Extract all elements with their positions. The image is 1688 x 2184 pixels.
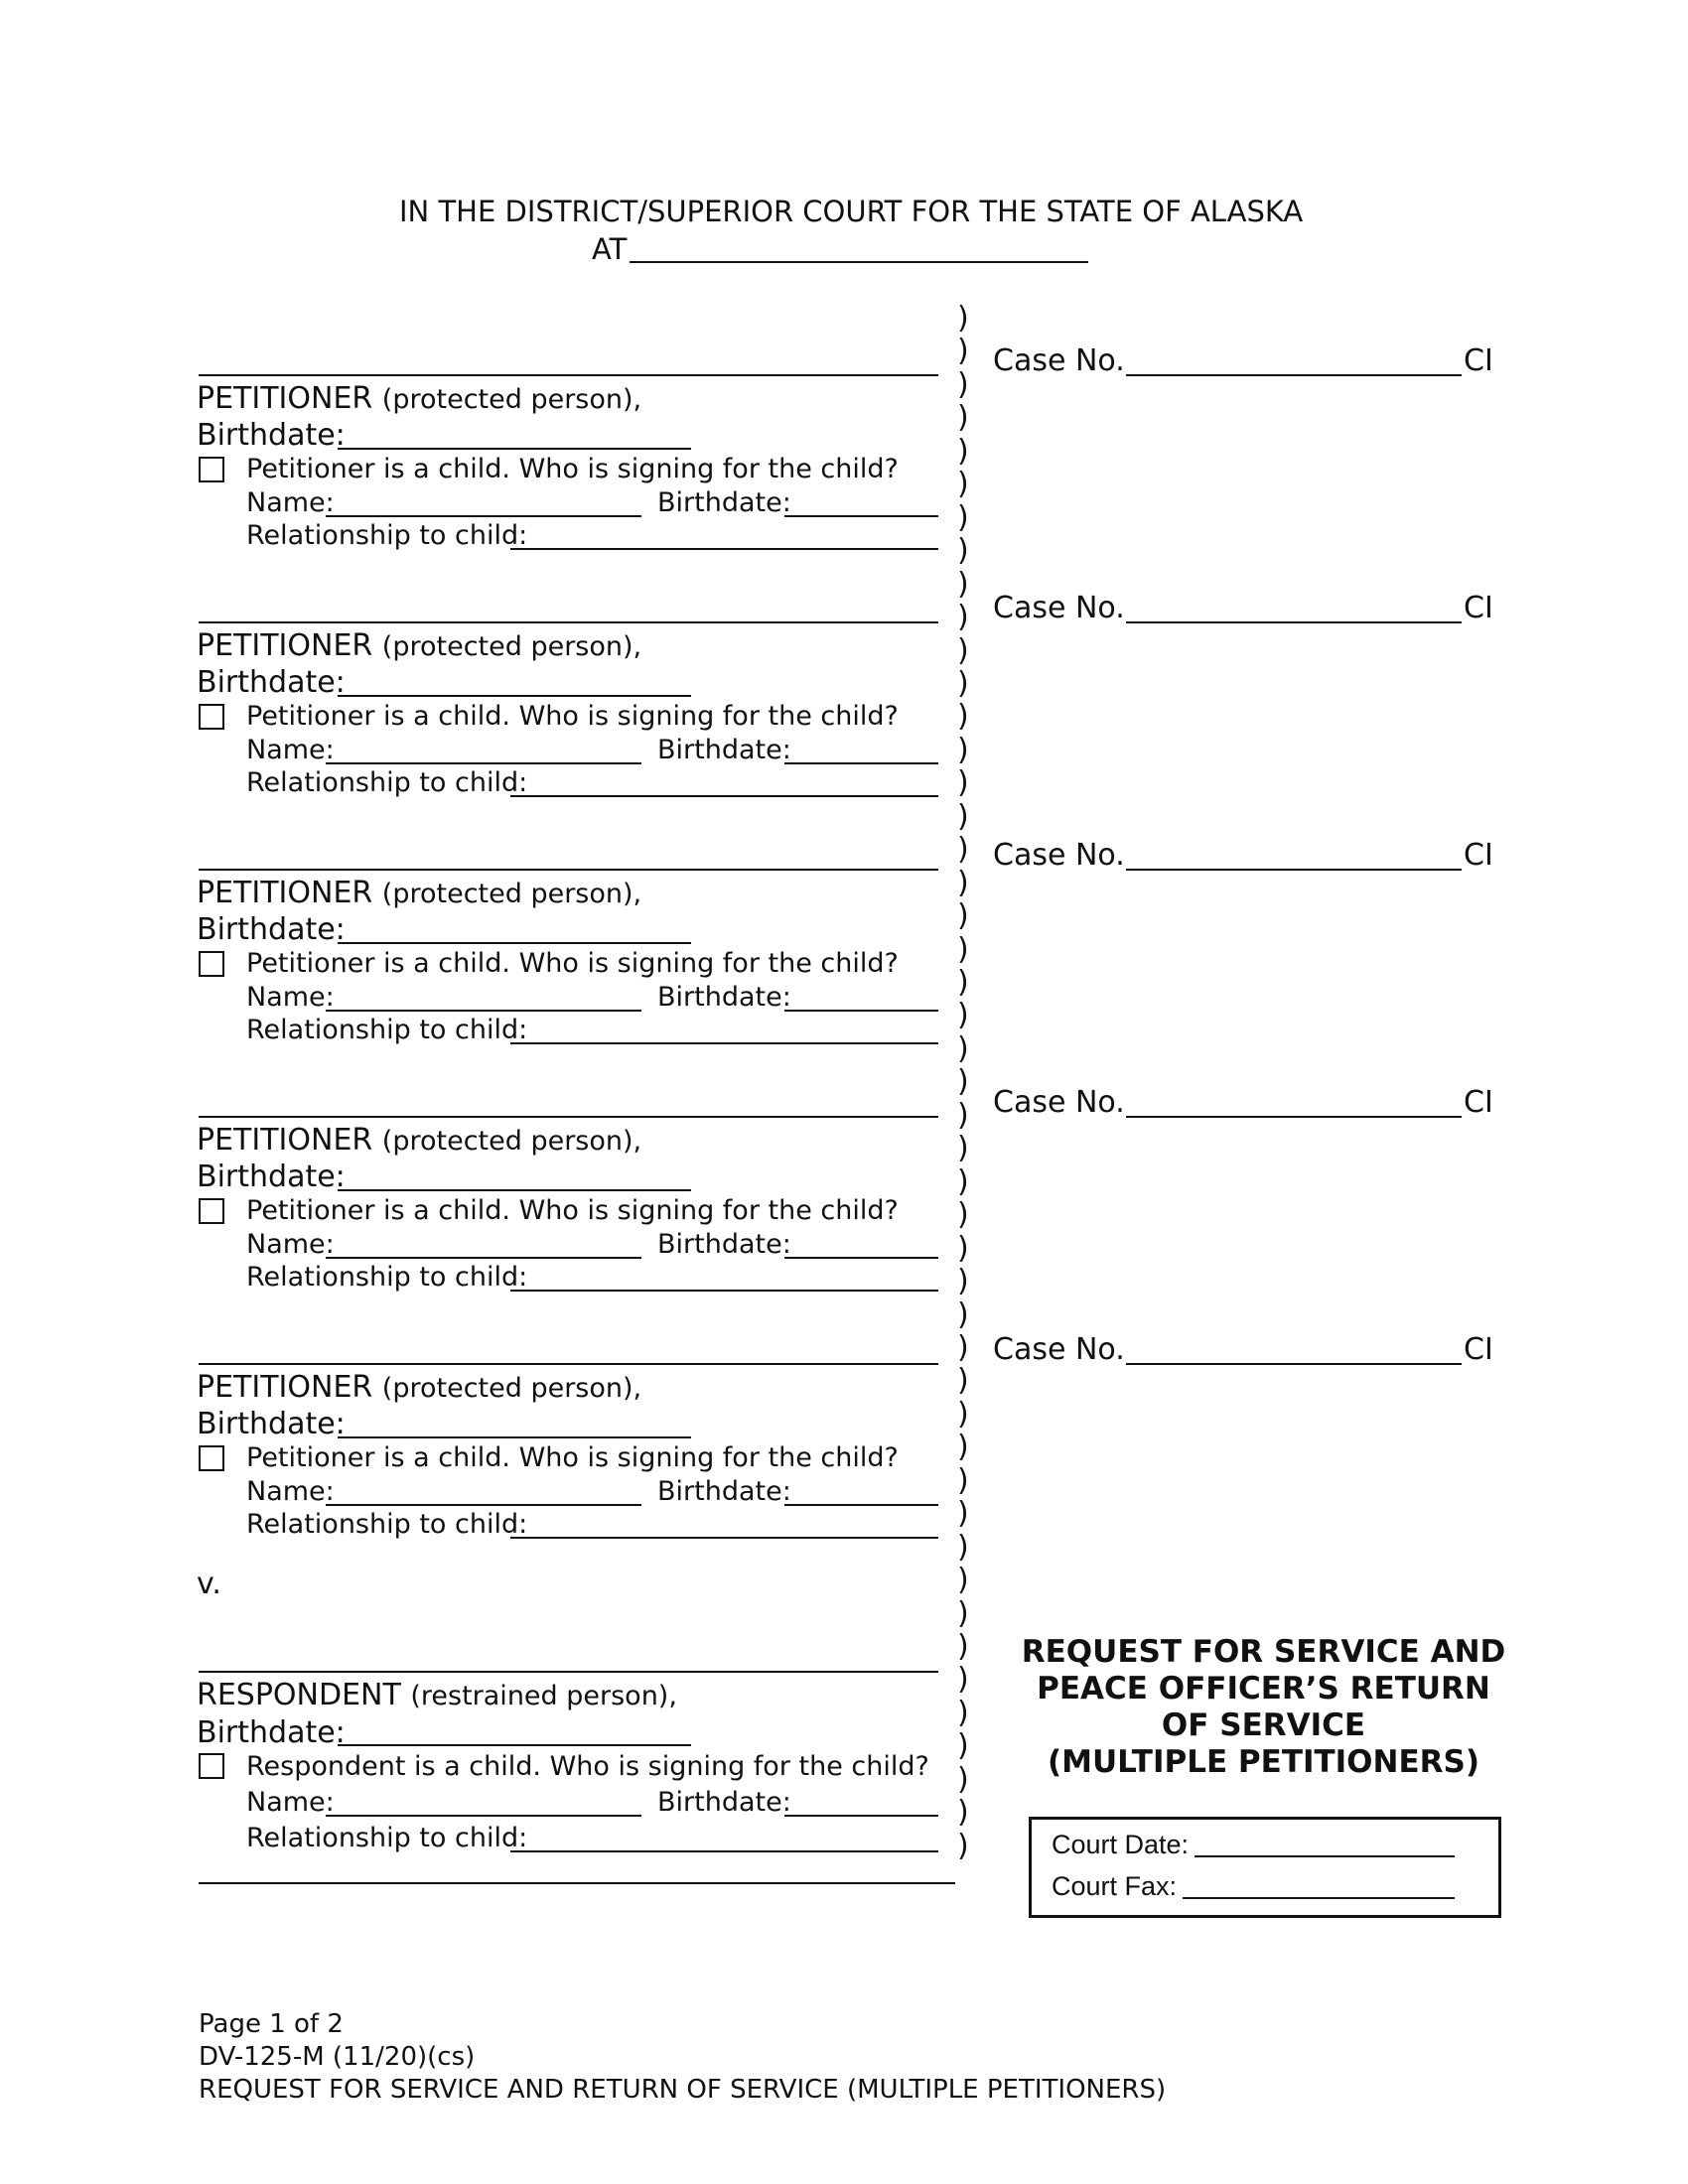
case-number-label: Case No. [993, 591, 1125, 625]
caption-paren: ) [957, 1629, 969, 1664]
petitioner-name-field[interactable] [199, 869, 938, 871]
petitioner-is-child-checkbox[interactable] [199, 951, 224, 977]
petitioner-child-question: Petitioner is a child. Who is signing for the child? [246, 948, 899, 979]
court-date-field[interactable] [1195, 1855, 1455, 1857]
case-number-suffix: CI [1464, 1085, 1493, 1120]
caption-paren: ) [957, 1795, 969, 1831]
case-number-field[interactable] [1126, 1363, 1462, 1365]
caption-paren: ) [957, 1064, 969, 1100]
caption-paren: ) [957, 1097, 969, 1133]
petitioner-role [197, 876, 641, 910]
petitioner-child-birthdate-label: Birthdate: [657, 487, 791, 518]
petitioner-role-label: PETITIONER [197, 876, 373, 910]
case-number-field[interactable] [1126, 869, 1462, 871]
caption-paren: ) [957, 699, 969, 735]
caption-paren: ) [957, 1197, 969, 1233]
respondent-signer-name-field[interactable] [326, 1815, 641, 1817]
document-title-line-2: PEACE OFFICER’S RETURN [1037, 1671, 1490, 1706]
document-title [1003, 1634, 1524, 1781]
respondent-signer-name-label: Name: [246, 1787, 335, 1818]
respondent-relationship-field[interactable] [510, 1850, 938, 1852]
footer-form-title: REQUEST FOR SERVICE AND RETURN OF SERVICE (MULTIPLE PETITIONERS) [199, 2075, 1167, 2105]
caption-paren: ) [957, 600, 969, 635]
petitioner-name-field[interactable] [199, 621, 938, 623]
respondent-role-label: RESPONDENT [197, 1678, 401, 1712]
petitioner-role-note: (protected person), [381, 879, 642, 909]
petitioner-child-question: Petitioner is a child. Who is signing for the child? [246, 1442, 899, 1473]
caption-paren: ) [957, 865, 969, 900]
respondent-birthdate-field[interactable] [338, 1744, 691, 1746]
caption-paren: ) [957, 1030, 969, 1066]
caption-paren: ) [957, 1297, 969, 1332]
petitioner-child-birthdate-label: Birthdate: [657, 982, 791, 1013]
petitioner-role-label: PETITIONER [197, 1370, 373, 1405]
respondent-birthdate-label: Birthdate: [197, 1715, 346, 1750]
petitioner-relationship-field[interactable] [510, 1537, 938, 1539]
petitioner-role-label: PETITIONER [197, 1123, 373, 1158]
petitioner-signer-name-field[interactable] [326, 1504, 641, 1506]
caption-paren: ) [957, 1496, 969, 1532]
caption-paren: ) [957, 499, 969, 535]
case-number-suffix: CI [1464, 1332, 1493, 1367]
petitioner-role-label: PETITIONER [197, 381, 373, 416]
caption-paren: ) [957, 632, 969, 668]
petitioner-relationship-label: Relationship to child: [246, 1262, 528, 1293]
caption-paren: ) [957, 832, 969, 868]
caption-paren: ) [957, 366, 969, 402]
petitioner-role [197, 1370, 641, 1405]
court-location-label: AT [592, 232, 628, 266]
caption-paren: ) [957, 1163, 969, 1199]
petitioner-name-field[interactable] [199, 1116, 938, 1118]
petitioner-role-note: (protected person), [381, 631, 642, 662]
petitioner-signer-name-label: Name: [246, 982, 335, 1013]
caption-paren: ) [957, 1761, 969, 1797]
petitioner-child-birthdate-field[interactable] [784, 1257, 938, 1259]
caption-paren: ) [957, 400, 969, 436]
caption-paren: ) [957, 1396, 969, 1432]
petitioner-signer-name-label: Name: [246, 1229, 335, 1260]
respondent-role [197, 1678, 677, 1712]
petitioner-child-question: Petitioner is a child. Who is signing for the child? [246, 1195, 899, 1226]
respondent-child-birthdate-field[interactable] [784, 1815, 938, 1817]
petitioner-signer-name-field[interactable] [326, 762, 641, 764]
caption-paren: ) [957, 1363, 969, 1399]
petitioner-relationship-label: Relationship to child: [246, 520, 528, 551]
respondent-is-child-checkbox[interactable] [199, 1753, 224, 1779]
petitioner-relationship-field[interactable] [510, 1290, 938, 1292]
court-location-field[interactable] [630, 261, 1088, 263]
respondent-role-note: (restrained person), [410, 1681, 677, 1711]
document-title-line-3: OF SERVICE [1161, 1707, 1366, 1743]
petitioner-birthdate-field[interactable] [338, 1436, 691, 1438]
court-heading: IN THE DISTRICT/SUPERIOR COURT FOR THE STATE OF ALASKA [399, 195, 1304, 228]
petitioner-birthdate-label: Birthdate: [197, 1160, 346, 1194]
case-number-suffix: CI [1464, 591, 1493, 625]
caption-paren: ) [957, 665, 969, 701]
case-number-label: Case No. [993, 1332, 1125, 1367]
caption-paren: ) [957, 931, 969, 967]
caption-paren: ) [957, 998, 969, 1033]
petitioner-relationship-label: Relationship to child: [246, 767, 528, 798]
footer-page-number: Page 1 of 2 [199, 2009, 344, 2039]
petitioner-child-birthdate-label: Birthdate: [657, 1476, 791, 1507]
respondent-relationship-label: Relationship to child: [246, 1823, 528, 1853]
petitioner-role [197, 628, 641, 663]
petitioner-is-child-checkbox[interactable] [199, 457, 224, 482]
petitioner-child-birthdate-label: Birthdate: [657, 1229, 791, 1260]
caption-paren: ) [957, 566, 969, 602]
petitioner-signer-name-label: Name: [246, 735, 335, 765]
petitioner-relationship-field[interactable] [510, 795, 938, 797]
petitioner-signer-name-label: Name: [246, 1476, 335, 1507]
caption-paren: ) [957, 1264, 969, 1299]
respondent-name-field[interactable] [199, 1671, 938, 1673]
respondent-child-question: Respondent is a child. Who is signing for the child? [246, 1751, 929, 1782]
caption-paren: ) [957, 433, 969, 469]
caption-bottom-rule [199, 1882, 955, 1884]
case-number-field[interactable] [1126, 1116, 1462, 1118]
petitioner-child-birthdate-field[interactable] [784, 1010, 938, 1012]
petitioner-name-field[interactable] [199, 1363, 938, 1365]
petitioner-child-question: Petitioner is a child. Who is signing for the child? [246, 454, 899, 484]
case-number-label: Case No. [993, 838, 1125, 873]
court-fax-field[interactable] [1183, 1897, 1455, 1899]
caption-paren: ) [957, 965, 969, 1000]
petitioner-role [197, 1123, 641, 1158]
caption-paren: ) [957, 301, 969, 336]
versus-label: v. [197, 1567, 221, 1601]
petitioner-role-note: (protected person), [381, 384, 642, 415]
petitioner-relationship-field[interactable] [510, 1042, 938, 1044]
petitioner-role [197, 381, 641, 416]
case-number-suffix: CI [1464, 343, 1493, 378]
caption-paren: ) [957, 1563, 969, 1598]
case-number-field[interactable] [1126, 374, 1462, 376]
case-number-suffix: CI [1464, 838, 1493, 873]
caption-paren: ) [957, 467, 969, 502]
petitioner-signer-name-field[interactable] [326, 1257, 641, 1259]
petitioner-name-field[interactable] [199, 374, 938, 376]
caption-paren: ) [957, 732, 969, 767]
respondent-child-birthdate-label: Birthdate: [657, 1787, 791, 1818]
caption-paren: ) [957, 1462, 969, 1498]
caption-paren: ) [957, 1662, 969, 1698]
footer-form-id: DV-125-M (11/20)(cs) [199, 2042, 476, 2072]
caption-paren: ) [957, 898, 969, 934]
petitioner-is-child-checkbox[interactable] [199, 1198, 224, 1224]
caption-paren: ) [957, 533, 969, 569]
case-number-label: Case No. [993, 343, 1125, 378]
petitioner-signer-name-label: Name: [246, 487, 335, 518]
petitioner-signer-name-field[interactable] [326, 515, 641, 517]
petitioner-role-note: (protected person), [381, 1126, 642, 1157]
petitioner-birthdate-label: Birthdate: [197, 665, 346, 700]
caption-paren: ) [957, 1329, 969, 1365]
caption-paren: ) [957, 1695, 969, 1730]
caption-paren: ) [957, 1595, 969, 1631]
petitioner-role-label: PETITIONER [197, 628, 373, 663]
petitioner-birthdate-field[interactable] [338, 695, 691, 697]
caption-paren: ) [957, 1430, 969, 1465]
caption-paren: ) [957, 1230, 969, 1266]
petitioner-birthdate-label: Birthdate: [197, 912, 346, 947]
petitioner-signer-name-field[interactable] [326, 1010, 641, 1012]
document-title-line-1: REQUEST FOR SERVICE AND [1021, 1634, 1506, 1670]
petitioner-birthdate-label: Birthdate: [197, 418, 346, 453]
court-date-label: Court Date: [1052, 1830, 1190, 1859]
petitioner-birthdate-label: Birthdate: [197, 1407, 346, 1441]
petitioner-role-note: (protected person), [381, 1373, 642, 1404]
petitioner-is-child-checkbox[interactable] [199, 1445, 224, 1471]
petitioner-child-birthdate-field[interactable] [784, 1504, 938, 1506]
caption-paren: ) [957, 334, 969, 369]
petitioner-child-birthdate-field[interactable] [784, 515, 938, 517]
petitioner-is-child-checkbox[interactable] [199, 704, 224, 730]
court-fax-label: Court Fax: [1052, 1871, 1178, 1901]
petitioner-relationship-label: Relationship to child: [246, 1509, 528, 1540]
court-info-box [1029, 1817, 1501, 1918]
case-number-label: Case No. [993, 1085, 1125, 1120]
caption-paren: ) [957, 1131, 969, 1166]
caption-paren: ) [957, 1529, 969, 1565]
petitioner-birthdate-field[interactable] [338, 1189, 691, 1191]
caption-paren: ) [957, 1728, 969, 1764]
caption-paren: ) [957, 798, 969, 834]
case-number-field[interactable] [1126, 621, 1462, 623]
petitioner-relationship-label: Relationship to child: [246, 1015, 528, 1045]
petitioner-birthdate-field[interactable] [338, 448, 691, 450]
petitioner-birthdate-field[interactable] [338, 942, 691, 944]
caption-paren: ) [957, 765, 969, 801]
caption-paren: ) [957, 1828, 969, 1863]
petitioner-child-birthdate-label: Birthdate: [657, 735, 791, 765]
document-title-line-4: (MULTIPLE PETITIONERS) [1047, 1744, 1480, 1780]
petitioner-child-birthdate-field[interactable] [784, 762, 938, 764]
petitioner-child-question: Petitioner is a child. Who is signing for the child? [246, 701, 899, 732]
petitioner-relationship-field[interactable] [510, 548, 938, 550]
